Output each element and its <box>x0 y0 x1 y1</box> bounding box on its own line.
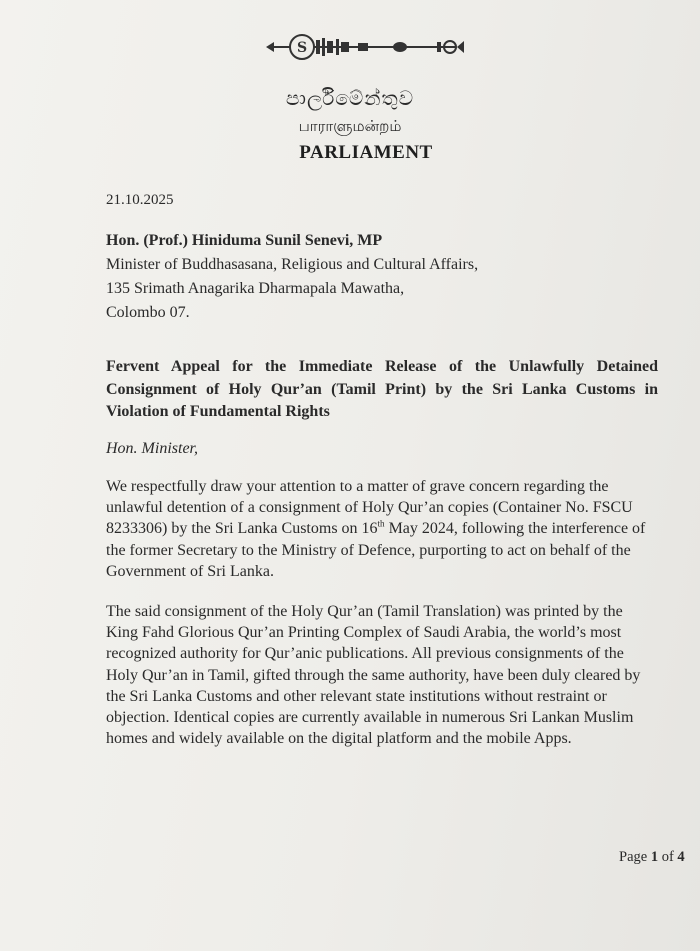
body-paragraph-1 <box>106 476 658 582</box>
recipient-street: 135 Srimath Anagarika Dharmapala Mawatha, <box>106 280 405 297</box>
recipient-title: Minister of Buddhasasana, Religious and Cultural Affairs, <box>106 256 479 273</box>
page-number: Page 1 of 4 <box>619 849 685 865</box>
salutation: Hon. Minister, <box>106 440 198 457</box>
body-paragraph-2: The said consignment of the Holy Qur’an (Tamil Translation) was printed by the King Fahd Glorious Qur’an Printing Complex of Saudi Arabia, the world’s most recognized authority for Qur’anic publications. All previous consignments of the Holy Qur’an in Tamil, gifted through the same authority, have been duly cleared by the Sri Lanka Customs and other relevant state institutions without restraint or objection. Identical copies are currently available in numerous Sri Lankan Muslim homes and widely available on the digital platform and the mobile Apps. <box>106 603 641 748</box>
recipient-name: Hon. (Prof.) Hiniduma Sunil Senevi, MP <box>106 232 383 249</box>
p1-superscript: th <box>377 519 385 530</box>
header-sinhala: පාර්ලිමේන්තුව <box>285 86 415 110</box>
p1-text-b: May 2024, following the interference of the former Secretary to the Ministry of Defence, purporting to act on behalf of the Government of Sri Lanka. <box>106 520 646 580</box>
recipient-city: Colombo 07. <box>106 304 190 321</box>
svg-text:S: S <box>296 40 308 56</box>
letter-subject: Fervent Appeal for the Immediate Release of the Unlawfully Detained Consignment of Holy Qur’an (Tamil Print) by the Sri Lanka Customs in Violation of Fundamental Rights <box>106 358 658 420</box>
header-english: PARLIAMENT <box>299 142 433 163</box>
current-page: 1 <box>650 849 659 865</box>
recipient-address <box>106 229 478 325</box>
p1-text-a: We respectfully draw your attention to a matter of grave concern regarding the unlawful detention of a consignment of Holy Qur’an copies (Container No. FSCU 8233306) by the Sri Lanka Customs on 16 <box>106 478 633 538</box>
header-tamil: பாராளுமன்றம் <box>298 117 402 135</box>
parliament-mace-emblem <box>262 30 474 66</box>
total-pages: 4 <box>677 849 685 865</box>
letter-date: 21.10.2025 <box>106 192 174 208</box>
